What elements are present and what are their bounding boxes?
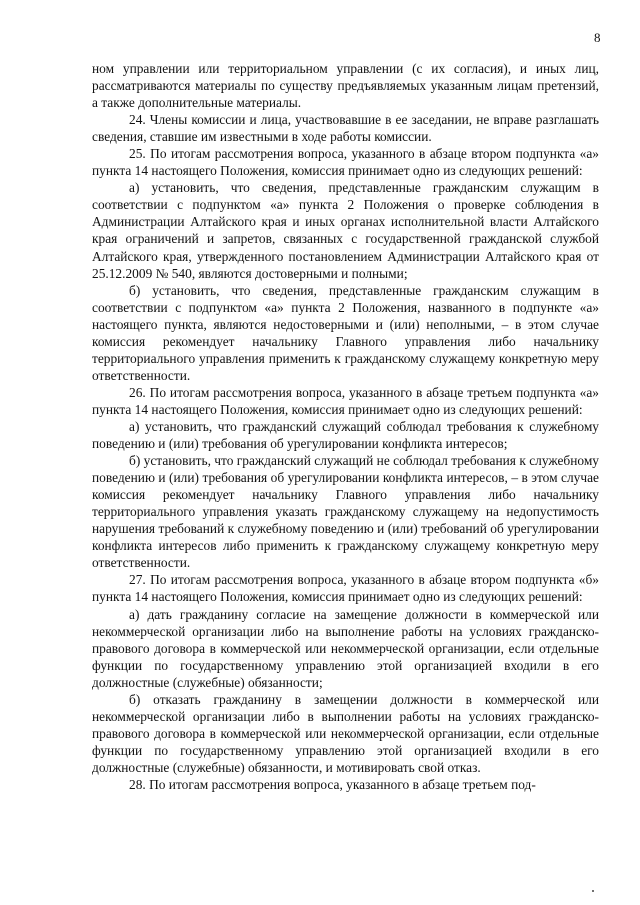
paragraph-item-25a: а) установить, что сведения, представленные гражданским служащим в соответствии с подпунктом «а» пункта 2 Положения о проверке соблюдения в Администрации Алтайского края и иных органах исполнительной власти Алтайского края ограничений и запретов, связанных с государственной гражданской службой Алтайского края, утвержденного постановлением Администрации Алтайского края от 25.12.2009 № 540, являются достоверными и полными; bbox=[92, 180, 599, 281]
paragraph-continuation: ном управлении или территориальном управлении (с их согласия), и иных лиц, рассматриваются материалы по существу предъявляемых указанным лицам претензий, а также дополнительные материалы. bbox=[92, 61, 599, 111]
paragraph-item-27: 27. По итогам рассмотрения вопроса, указанного в абзаце втором подпункта «б» пункта 14 настоящего Положения, комиссия принимает одно из следующих решений: bbox=[92, 572, 599, 605]
scan-artifact-dot bbox=[592, 890, 594, 892]
paragraph-item-27b: б) отказать гражданину в замещении должности в коммерческой или некоммерческой организации либо в выполнении работы на условиях гражданско-правового договора в коммерческой или некоммерческой организации, если отдельные функции по государственному управлению этой организацией входили в его должностные (служебные) обязанности, и мотивировать свой отказ. bbox=[92, 691, 599, 775]
paragraph-item-26: 26. По итогам рассмотрения вопроса, указанного в абзаце третьем подпункта «а» пункта 14 настоящего Положения, комиссия принимает одно из следующих решений: bbox=[92, 384, 599, 417]
paragraph-item-26a: а) установить, что гражданский служащий соблюдал требования к служебному поведению и (или) требования об урегулировании конфликта интересов; bbox=[92, 418, 599, 452]
paragraph-item-28: 28. По итогам рассмотрения вопроса, указанного в абзаце третьем под- bbox=[129, 776, 536, 792]
paragraph-item-25b: б) установить, что сведения, представленные гражданским служащим в соответствии с подпунктом «а» пункта 2 Положения, названного в подпункте «а» настоящего пункта, являются недостоверными и (или) неполными, – в этом случае комиссия рекомендует начальнику Главного управления либо начальнику территориального управления применить к гражданскому служащему конкретную меру ответственности. bbox=[92, 282, 599, 383]
paragraph-item-24: 24. Члены комиссии и лица, участвовавшие в ее заседании, не вправе разглашать сведения, ставшие им известными в ходе работы комиссии. bbox=[92, 112, 599, 145]
paragraph-item-27a: а) дать гражданину согласие на замещение должности в коммерческой или некоммерческой организации либо на выполнение работы на условиях гражданско-правового договора в коммерческой или некоммерческой организации, если отдельные функции по государственному управлению этой организацией входили в его должностные (служебные) обязанности; bbox=[92, 606, 599, 690]
document-body bbox=[92, 60, 599, 793]
page-number: 8 bbox=[594, 30, 601, 45]
paragraph-item-26b: б) установить, что гражданский служащий не соблюдал требования к служебному поведению и (или) требования об урегулировании конфликта интересов, – в этом случае комиссия рекомендует начальнику Главного управления либо начальнику территориального управления указать гражданскому служащему на недопустимость нарушения требований к служебному поведению и (или) требований об урегулировании конфликта интересов либо применить к гражданскому служащему конкретную меру ответственности. bbox=[92, 453, 599, 571]
paragraph-item-25: 25. По итогам рассмотрения вопроса, указанного в абзаце втором подпункта «а» пункта 14 настоящего Положения, комиссия принимает одно из следующих решений: bbox=[92, 146, 599, 179]
